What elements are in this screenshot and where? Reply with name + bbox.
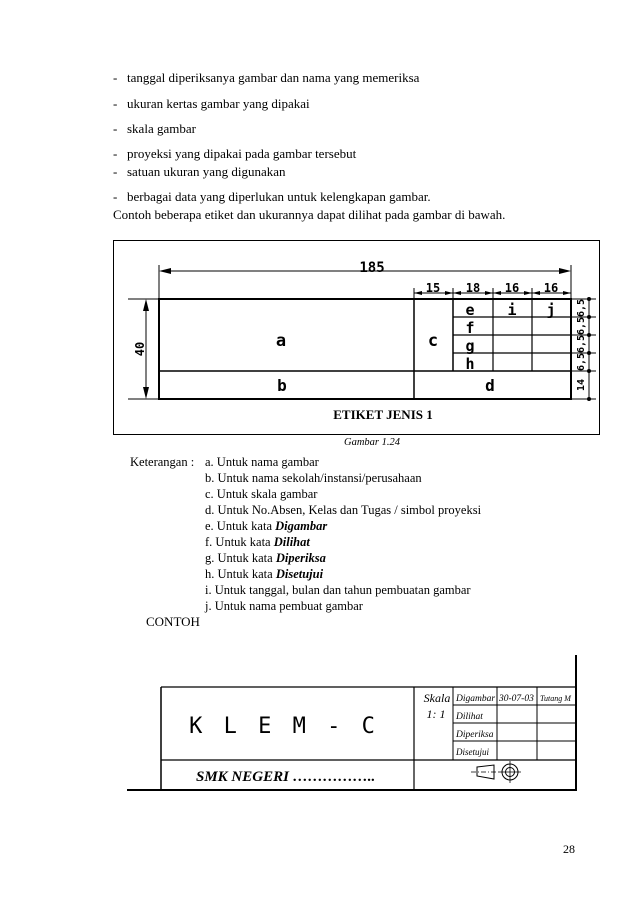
skala-value: 1: 1 (426, 707, 446, 721)
cell-c: c (427, 331, 439, 351)
keterangan-label: Keterangan : (130, 455, 195, 469)
page-number: 28 (563, 842, 575, 856)
keterangan-item: j. Untuk nama pembuat gambar (205, 599, 363, 613)
diperiksa-label: Diperiksa (456, 730, 494, 740)
digambar-label: Digambar (456, 694, 496, 704)
bullet-item: - proyeksi yang dipakai pada gambar tersebut (113, 146, 357, 161)
date-value: 30-07-03 (499, 694, 534, 704)
skala-label: Skala (423, 691, 451, 705)
cell-d: d (485, 376, 495, 395)
bullet-item: - ukuran kertas gambar yang dipakai (113, 96, 310, 111)
keterangan-item: b. Untuk nama sekolah/instansi/perusahaan (205, 471, 422, 485)
dim-18: 18 (465, 281, 481, 295)
dim-16-a: 16 (504, 281, 520, 295)
dim-40: 40 (133, 341, 147, 357)
cell-g: g (465, 337, 475, 355)
keterangan-item: a. Untuk nama gambar (205, 455, 319, 469)
disetujui-label: Disetujui (456, 747, 489, 757)
cell-j: j (546, 301, 556, 319)
dim-14: 14 (576, 378, 587, 392)
cell-a: a (275, 331, 287, 351)
author-value: Tutang M (540, 694, 571, 703)
dim-6-5-d: 6,5 (576, 352, 587, 372)
keterangan-item: g. Untuk kata Diperiksa (205, 551, 326, 565)
keterangan-item: d. Untuk No.Absen, Kelas dan Tugas / simbol proyeksi (205, 503, 482, 517)
dim-15: 15 (425, 281, 441, 295)
drawing-name: K L E M - C (189, 714, 379, 739)
bullet-item: - satuan ukuran yang digunakan (113, 164, 286, 179)
keterangan-item: f. Untuk kata Dilihat (205, 535, 310, 549)
dim-6-5-c: 6,5 (576, 334, 587, 354)
cell-i: i (507, 301, 517, 319)
keterangan-item: c. Untuk skala gambar (205, 487, 318, 501)
bullet-item: - skala gambar (113, 121, 196, 136)
dim-16-b: 16 (543, 281, 559, 295)
bullet-item: - berbagai data yang diperlukan untuk kelengkapan gambar. (113, 189, 431, 204)
bullet-item: - tanggal diperiksanya gambar dan nama yang memeriksa (113, 70, 420, 85)
cell-b: b (277, 376, 287, 395)
intro-paragraph: Contoh beberapa etiket dan ukurannya dapat dilihat pada gambar di bawah. (113, 207, 506, 222)
keterangan-item: h. Untuk kata Disetujui (205, 567, 324, 581)
dim-185: 185 (359, 260, 385, 276)
figure-caption: Gambar 1.24 (344, 437, 401, 448)
school-name: SMK NEGERI …………….. (196, 769, 376, 785)
dim-6-5-a: 6,5 (576, 298, 587, 318)
projection-symbol-icon (471, 761, 521, 783)
cell-h: h (465, 355, 475, 373)
figure-title: ETIKET JENIS 1 (333, 407, 433, 422)
cell-f: f (465, 319, 475, 337)
keterangan-item: e. Untuk kata Digambar (205, 519, 328, 533)
cell-e: e (465, 301, 475, 319)
dilihat-label: Dilihat (456, 712, 483, 722)
dim-6-5-b: 6,5 (576, 316, 587, 336)
keterangan-item: i. Untuk tanggal, bulan dan tahun pembuatan gambar (205, 583, 471, 597)
contoh-heading: CONTOH (146, 614, 200, 629)
